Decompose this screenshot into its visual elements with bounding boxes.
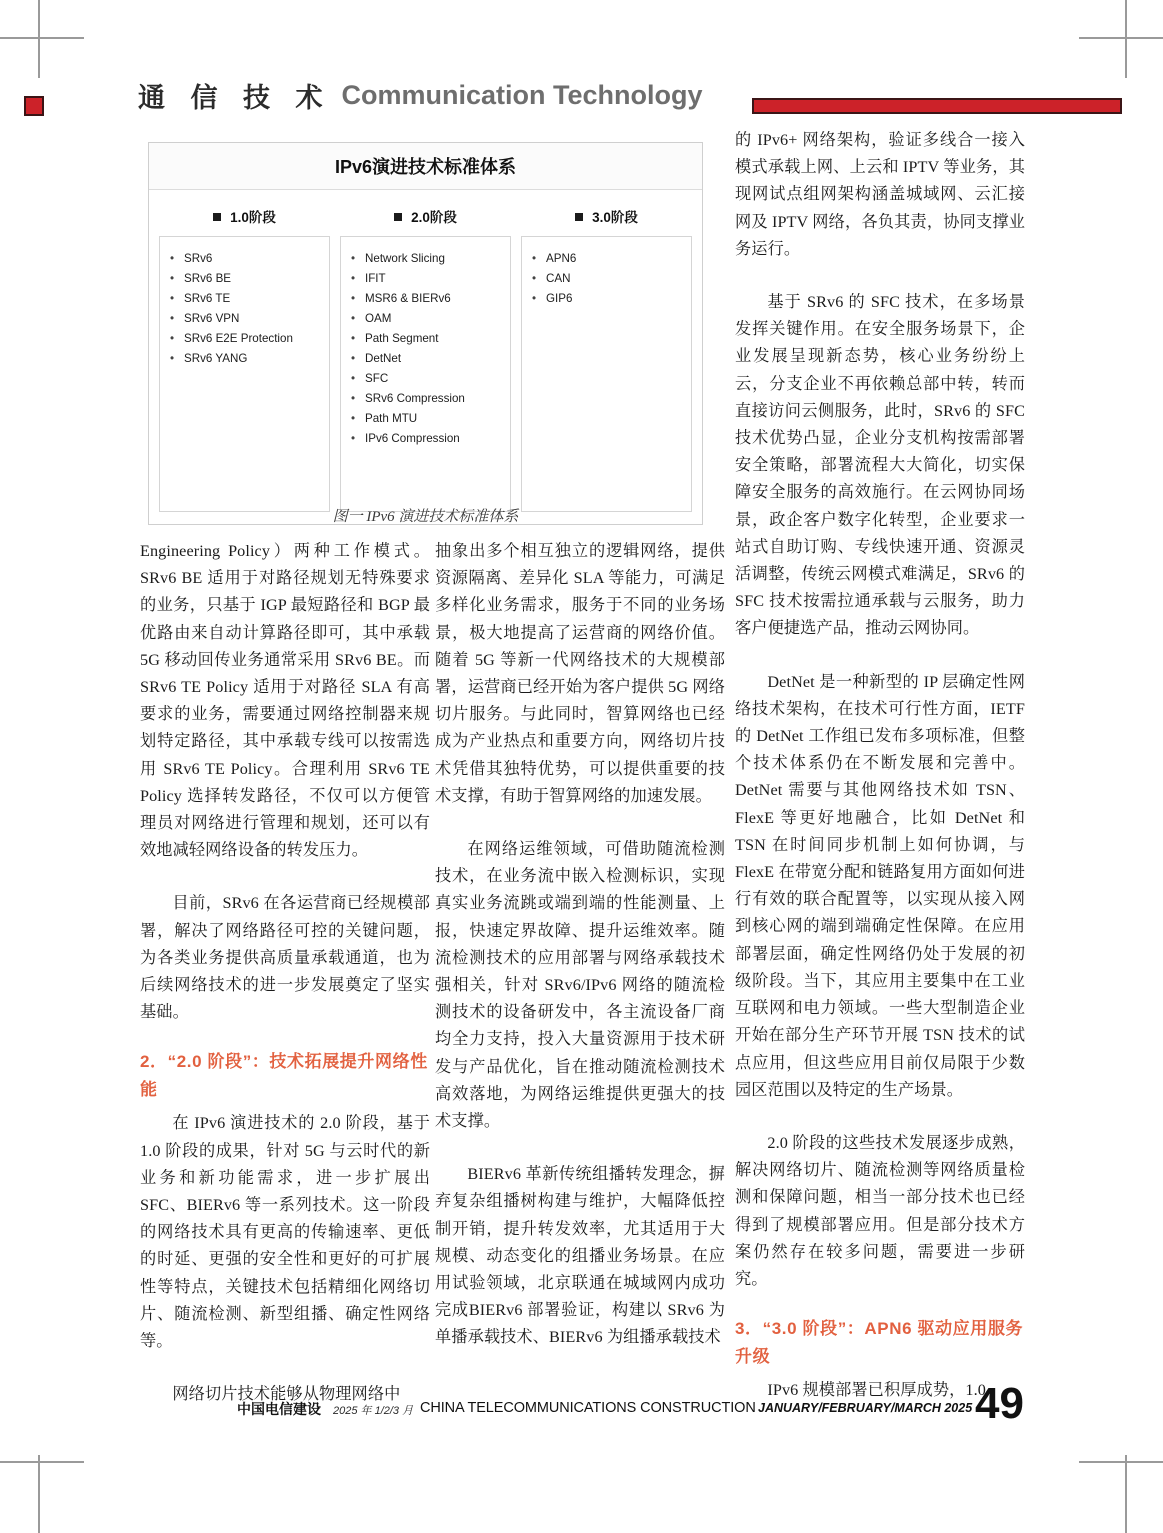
paragraph: 2.0 阶段的这些技术发展逐步成熟，解决网络切片、随流检测等网络质量检测和保障问题，相当一部分技术也已经得到了规模部署应用。但是部分技术方案仍然存在较多问题，需要进一步研究。: [735, 1133, 1025, 1288]
footer-publisher-cn: 中国电信建设: [237, 1401, 321, 1417]
bullet-dot-icon: •: [351, 372, 356, 385]
bullet-dot-icon: •: [351, 292, 356, 306]
figure-stage-label: 1.0阶段: [230, 210, 276, 225]
bullet-dot-icon: •: [532, 292, 537, 306]
figure-item-label: SRv6 BE: [184, 272, 232, 286]
paragraph: Engineering Policy）两种工作模式。SRv6 BE 适用于对路径规划无特殊要求的业务，只基于 IGP 最短路径和 BGP 最优路由来自动计算路径即可，其中承载 5G 移动回传业务通常采用 SRv6 BE。而 SRv6 TE Policy 适用于对路径 SLA 有高要求的业务，需要通过网络控制器来规划特定路径，其中承载专线可以按需选用 SRv6 TE Policy。合理利用 SRv6 TE Policy 选择转发路径，不仅可以方便管理员对网络进行管理和规划，还可以有效地减轻网络设备的转发压力。: [140, 542, 430, 860]
figure-item-label: CAN: [546, 272, 571, 286]
figure-item-label: MSR6 & BIERv6: [365, 292, 451, 306]
figure-item-label: SRv6 VPN: [184, 312, 240, 326]
bullet-dot-icon: •: [170, 252, 175, 266]
figure-stage-heading: [340, 196, 511, 236]
figure-ipv6-standards: [148, 142, 703, 525]
figure-stage-label: 2.0阶段: [411, 210, 457, 225]
bullet-dot-icon: •: [351, 411, 356, 425]
bullet-dot-icon: •: [351, 431, 356, 445]
figure-item-box: [340, 236, 511, 512]
figure-list-item: [351, 309, 504, 329]
text-column-left: [140, 538, 430, 1408]
figure-caption: 图一 IPv6 演进技术标准体系: [332, 509, 519, 525]
bullet-square-icon: [213, 213, 221, 221]
figure-item-label: Path Segment: [365, 332, 439, 346]
paragraph: 网络切片技术能够从物理网络中: [172, 1385, 401, 1404]
page-header: [0, 76, 1163, 132]
text-column-right: [735, 127, 1025, 1404]
figure-item-label: SRv6 TE: [184, 292, 231, 306]
crop-mark-bottom-right-horizontal: [1079, 1461, 1163, 1463]
paragraph-spacer: [435, 1135, 725, 1161]
paragraph-spacer: [735, 643, 1025, 669]
figure-item-label: Network Slicing: [365, 252, 445, 266]
figure-list-item: [170, 249, 323, 269]
paragraph: 在 IPv6 演进技术的 2.0 阶段，基于 1.0 阶段的成果，针对 5G 与云时代的新业务和新功能需求，进一步扩展出 SFC、BIERv6 等一系列技术。这一阶段的网络技术具有更高的传输速率、更低的时延、更强的安全性和更好的可扩展性等特点，关键技术包括精细化网络切片、随流检测、新型组播、确定性网络等。: [140, 1114, 430, 1351]
figure-item-label: Path MTU: [365, 411, 418, 425]
figure-item-label: DetNet: [365, 352, 402, 366]
figure-item-label: SRv6 Compression: [365, 391, 465, 405]
page-title-cn: 通 信 技 术: [138, 83, 332, 113]
figure-list-item: [351, 349, 504, 369]
figure-list-item: [170, 309, 323, 329]
figure-item-box: [521, 236, 692, 512]
paragraph-spacer: [735, 263, 1025, 289]
crop-mark-bottom-right-vertical: [1125, 1455, 1127, 1533]
figure-item-label: SRv6 E2E Protection: [184, 332, 293, 346]
paragraph: 目前，SRv6 在各运营商已经规模部署，解决了网络路径可控的关键问题，为各类业务提供高质量承载通道，也为后续网络技术的进一步发展奠定了坚实基础。: [140, 894, 430, 1022]
figure-title: IPv6演进技术标准体系: [149, 143, 702, 190]
figure-list-item: [170, 289, 323, 309]
paragraph-spacer: [140, 1355, 430, 1381]
page-title: [138, 76, 703, 115]
bullet-dot-icon: •: [351, 391, 356, 405]
bullet-dot-icon: •: [170, 272, 175, 286]
bullet-square-icon: [575, 213, 583, 221]
red-square-icon: [24, 96, 44, 116]
page-number: 49: [975, 1379, 1024, 1428]
figure-item-label: IPv6 Compression: [365, 431, 460, 445]
bullet-dot-icon: •: [351, 332, 356, 346]
figure-column-stage-3: [521, 196, 692, 512]
figure-column-stage-2: [340, 196, 511, 512]
text-column-middle: [435, 538, 725, 1352]
paragraph: 的 IPv6+ 网络架构，验证多线合一接入模式承载上网、上云和 IPTV 等业务，其现网试点组网架构涵盖城域网、云汇接网及 IPTV 网络，各负其责，协同支撑业务运行。: [735, 131, 1025, 258]
paragraph-spacer: [435, 810, 725, 836]
paragraph: BIERv6 革新传统组播转发理念，摒弃复杂组播树构建与维护，大幅降低控制开销，提升转发效率，尤其适用于大规模、动态变化的组播业务场景。在应用试验领域，北京联通在城域网内成功完成BIERv6 部署验证，构建以 SRv6 为单播承载技术、BIERv6 为组播承载技术: [435, 1165, 725, 1347]
figure-list-item: [351, 289, 504, 309]
bullet-dot-icon: •: [532, 252, 537, 266]
figure-item-label: GIP6: [546, 292, 573, 306]
paragraph: IPv6 规模部署已积厚成势，1.0: [767, 1381, 986, 1400]
figure-column-stage-1: [159, 196, 330, 512]
bullet-dot-icon: •: [351, 252, 356, 266]
bullet-dot-icon: •: [351, 272, 356, 286]
figure-item-box: [159, 236, 330, 512]
bullet-dot-icon: •: [170, 292, 175, 306]
section-heading-2: 2．“2.0 阶段”：技术拓展提升网络性能: [140, 1052, 428, 1100]
bullet-dot-icon: •: [170, 332, 175, 346]
figure-list-item: [170, 269, 323, 289]
bullet-square-icon: [394, 213, 402, 221]
crop-mark-top-right-vertical: [1125, 0, 1127, 78]
figure-item-label: SFC: [365, 372, 389, 385]
figure-item-label: OAM: [365, 312, 392, 326]
figure-list-item: [351, 389, 504, 409]
bullet-dot-icon: •: [351, 352, 356, 366]
crop-mark-top-left-vertical: [38, 0, 40, 78]
figure-list-item: [532, 249, 685, 269]
figure-item-label: SRv6 YANG: [184, 352, 248, 366]
crop-mark-bottom-left-vertical: [38, 1455, 40, 1533]
paragraph: 抽象出多个相互独立的逻辑网络，提供资源隔离、差异化 SLA 等能力，可满足多样化业务需求，服务于不同的业务场景，极大地提高了运营商的网络价值。随着 5G 等新一代网络技术的大规模部署，运营商已经开始为客户提供 5G 网络切片服务。与此同时，智算网络也已经成为产业热点和重要方向，网络切片技术凭借其独特优势，可以提供重要的技术支撑，有助于智算网络的加速发展。: [435, 542, 725, 805]
section-heading-3: 3．“3.0 阶段”：APN6 驱动应用服务升级: [735, 1319, 1024, 1367]
footer-issue-en: JANUARY/FEBRUARY/MARCH 2025: [758, 1401, 973, 1415]
figure-list-item: [351, 429, 504, 449]
figure-stage-heading: [521, 196, 692, 236]
figure-stage-heading: [159, 196, 330, 236]
paragraph-spacer: [140, 864, 430, 890]
crop-mark-bottom-left-horizontal: [0, 1461, 84, 1463]
figure-list-item: [170, 329, 323, 349]
figure-list-item: [351, 269, 504, 289]
figure-list-item: [351, 329, 504, 349]
figure-columns: [149, 190, 702, 524]
crop-mark-top-left-horizontal: [0, 37, 84, 39]
bullet-dot-icon: •: [532, 272, 537, 286]
figure-list-item: [532, 289, 685, 309]
figure-stage-label: 3.0阶段: [592, 210, 638, 225]
bullet-dot-icon: •: [170, 352, 175, 366]
paragraph-spacer: [735, 1104, 1025, 1130]
paragraph: DetNet 是一种新型的 IP 层确定性网络技术架构，在技术可行性方面，IETF 的 DetNet 工作组已发布多项标准，但整个技术体系仍在不断发展和完善中。DetNet 需要与其他网络技术如 TSN、FlexE 等更好地融合，比如 DetNet 和 TSN 在时间同步机制上如何协调，与 FlexE 在带宽分配和链路复用方面如何进行有效的联合配置等，以实现从接入网到核心网的端到端确定性保障。在应用部署层面，确定性网络仍处于发展的初级阶段。当下，其应用主要集中在工业互联网和电力领域。一些大型制造企业开始在部分生产环节开展 TSN 技术的试点应用，但这些应用目前仅局限于少数园区范围以及特定的生产场景。: [735, 672, 1025, 1099]
figure-item-label: IFIT: [365, 272, 386, 286]
figure-list-item: [170, 349, 323, 369]
figure-list-item: [532, 269, 685, 289]
footer-publisher-en: CHINA TELECOMMUNICATIONS CONSTRUCTION: [420, 1400, 756, 1416]
figure-item-label: APN6: [546, 252, 577, 266]
bullet-dot-icon: •: [170, 312, 175, 326]
bullet-dot-icon: •: [351, 312, 356, 326]
header-red-bar: [752, 98, 1122, 114]
figure-list-item: [351, 369, 504, 389]
page-title-en: Communication Technology: [341, 80, 703, 110]
paragraph: 基于 SRv6 的 SFC 技术，在多场景发挥关键作用。在安全服务场景下，企业发展呈现新态势，核心业务纷纷上云，分支企业不再依赖总部中转，转而直接访问云侧服务，此时，SRv6 的 SFC 技术优势凸显，企业分支机构按需部署安全策略，部署流程大大简化，切实保障安全服务的高效施行。在云网协同场景，政企客户数字化转型，企业要求一站式自助订购、专线快速开通、资源灵活调整，传统云网模式难满足，SRv6 的 SFC 技术按需拉通承载与云服务，助力客户便捷选产品，推动云网协同。: [735, 293, 1025, 638]
paragraph: 在网络运维领域，可借助随流检测技术，在业务流中嵌入检测标识，实现真实业务流跳或端到端的性能测量、上报，快速定界故障、提升运维效率。随流检测技术的应用部署与网络承载技术强相关，针对 SRv6/IPv6 网络的随流检测技术的设备研发中，各主流设备厂商均全力支持，投入大量资源用于技术研发与产品优化，旨在推动随流检测技术高效落地，为网络运维提供更强大的技术支撑。: [435, 840, 725, 1131]
figure-list-item: [351, 409, 504, 429]
crop-mark-top-right-horizontal: [1079, 37, 1163, 39]
figure-list-item: [351, 249, 504, 269]
footer-issue-cn: 2025 年 1/2/3 月: [333, 1405, 414, 1417]
figure-item-label: SRv6: [184, 252, 213, 266]
